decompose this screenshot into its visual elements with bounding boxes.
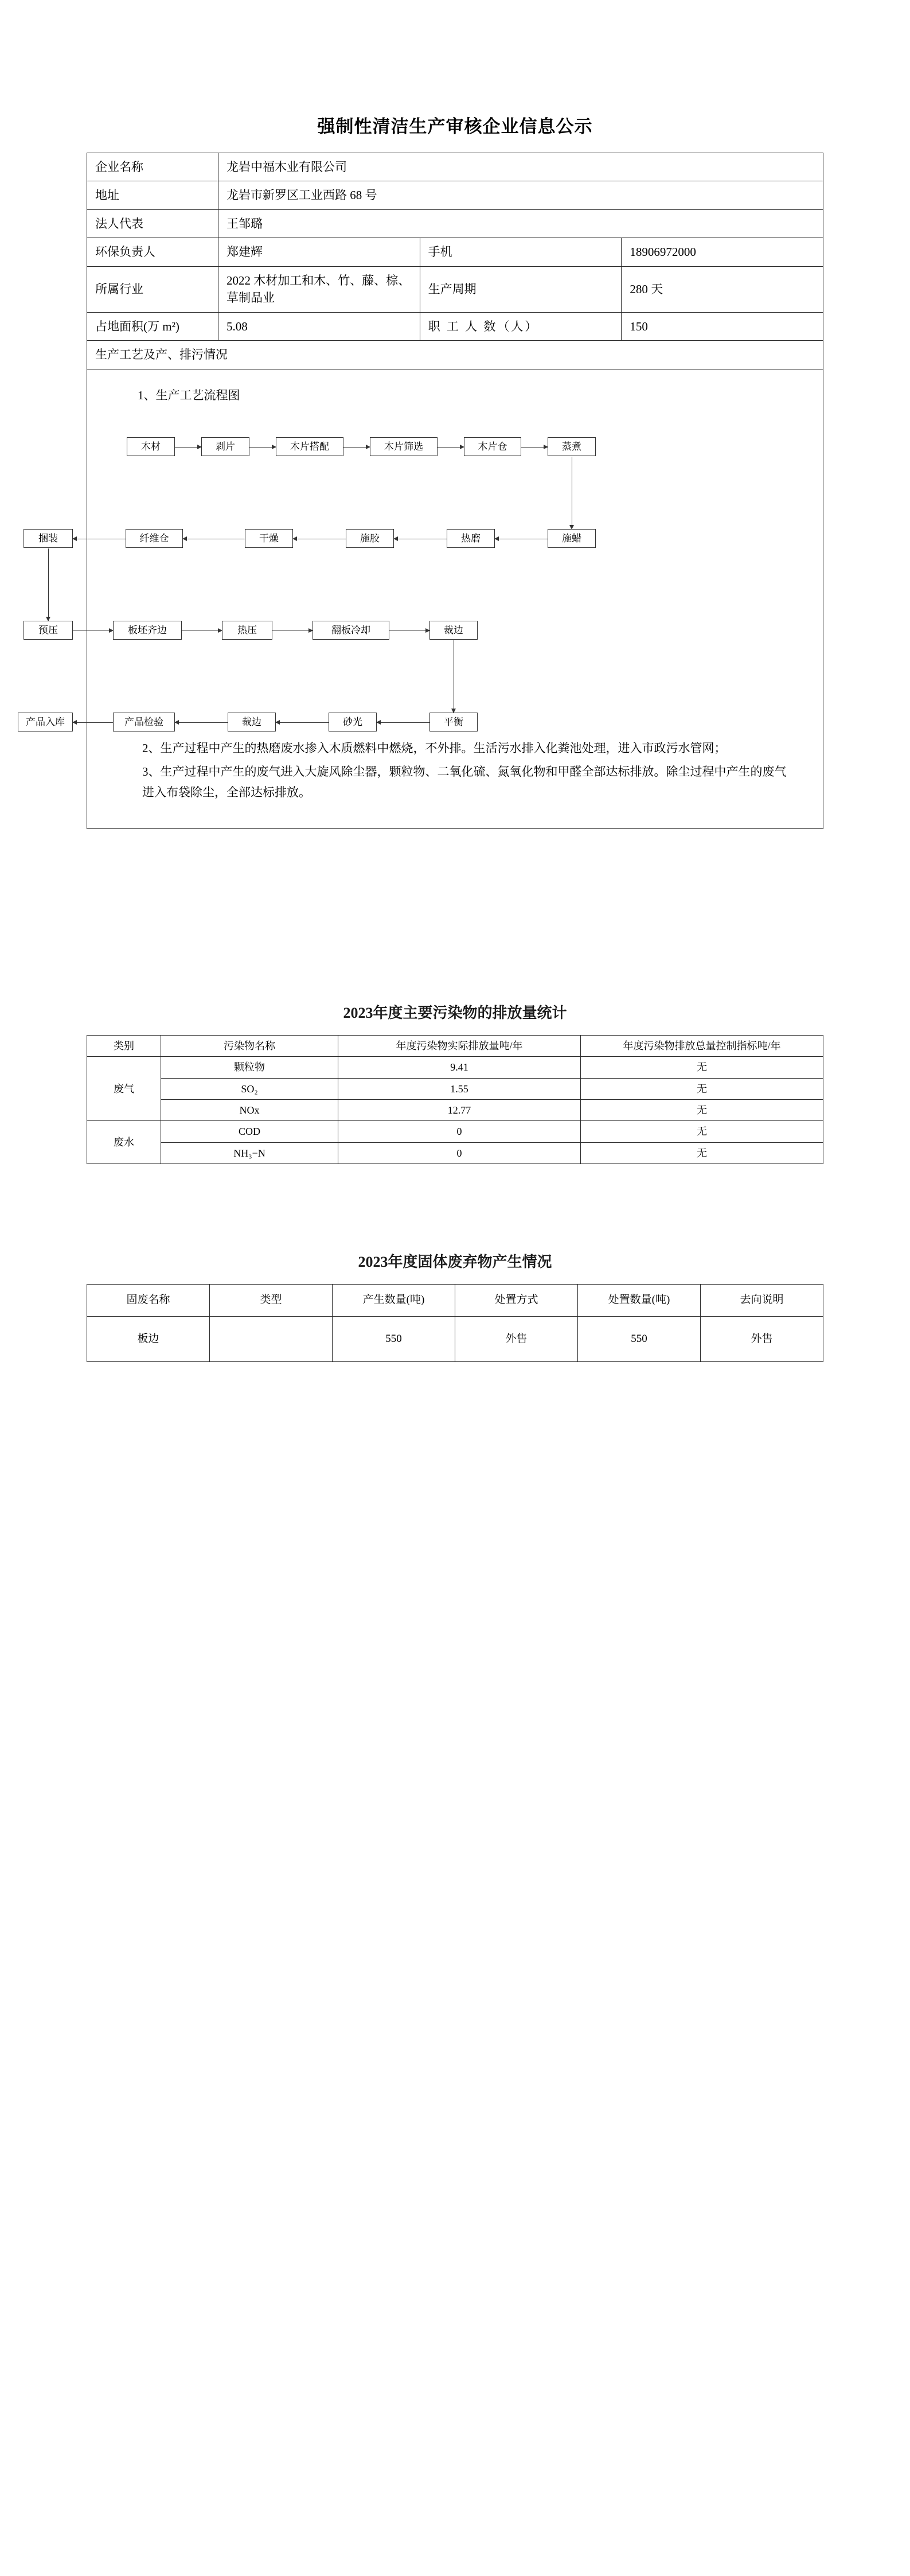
col-emission-limit: 年度污染物排放总量控制指标吨/年 [581,1036,823,1057]
process-flow-diagram [26,414,800,736]
col-actual-emission: 年度污染物实际排放量吨/年 [338,1036,581,1057]
cell-category-waste-gas: 废气 [87,1057,161,1121]
table-row [87,209,823,238]
company-name-label: 企业名称 [87,153,218,181]
table-header-row [87,1036,823,1057]
table-row [87,1316,823,1362]
flow-diagram-title: 1、生产工艺流程图 [138,388,240,402]
flow-node-flip-cool: 翻板冷却 [313,621,389,640]
flow-node-prepress: 预压 [24,621,73,640]
env-officer-label: 环保负责人 [87,238,218,266]
table-row [87,1078,823,1099]
col-waste-type: 类型 [210,1284,333,1316]
cell-generated-amount: 550 [333,1316,455,1362]
address-label: 地址 [87,181,218,209]
table-row [87,341,823,369]
flow-arrow [175,447,201,448]
process-notes [108,738,802,814]
table-row [87,266,823,312]
col-generated-amount: 产生数量(吨) [333,1284,455,1316]
process-content-cell [26,369,823,829]
table-row [87,238,823,266]
flow-node-hotpress: 热压 [222,621,272,640]
flow-node-warehouse: 产品入库 [18,713,73,731]
flow-node-chip-screen: 木片筛选 [370,437,438,456]
pollutant-section [0,1001,910,1164]
flow-node-chip-blend: 木片搭配 [276,437,343,456]
legal-rep-label: 法人代表 [87,209,218,238]
pollutant-table [87,1035,823,1164]
staff-count-label: 职 工 人 数（人） [420,312,622,340]
flow-node-cooking: 蒸煮 [548,437,596,456]
cell-disposal-method: 外售 [455,1316,578,1362]
production-cycle-value: 280 天 [622,266,823,312]
flow-node-trim2: 裁边 [228,713,276,731]
flow-node-chipping: 剥片 [201,437,249,456]
cell-limit: 无 [581,1057,823,1078]
cell-actual: 12.77 [338,1100,581,1121]
flow-node-gluing: 施胶 [346,529,394,548]
flow-arrow [249,447,276,448]
table-row [87,369,823,829]
mobile-value: 18906972000 [622,238,823,266]
process-note-2: 2、生产过程中产生的热磨废水掺入木质燃料中燃烧，不外排。生活污水排入化粪池处理，进入市政污水管网； [142,741,727,755]
enterprise-info-table [26,153,823,829]
staff-count-value: 150 [622,312,823,340]
land-area-value: 5.08 [218,312,420,340]
col-destination: 去向说明 [701,1284,823,1316]
cell-pollutant-name: 颗粒物 [161,1057,338,1078]
flow-node-chip-silo: 木片仓 [464,437,521,456]
col-disposal-method: 处置方式 [455,1284,578,1316]
env-officer-value: 郑建辉 [218,238,420,266]
flow-arrow [377,722,429,723]
cell-pollutant-name: COD [161,1121,338,1142]
cell-waste-name: 板边 [87,1316,210,1362]
cell-actual: 1.55 [338,1078,581,1099]
table-row [87,1121,823,1142]
flow-node-sanding: 砂光 [329,713,377,731]
flow-arrow [343,447,370,448]
solid-waste-section-title: 2023年度固体废弃物产生情况 [358,1253,552,1270]
flow-node-bundling: 捆装 [24,529,73,548]
legal-rep-value: 王邹璐 [218,209,823,238]
cell-pollutant-name: SO₂ [161,1078,338,1099]
col-waste-name: 固废名称 [87,1284,210,1316]
cell-category-waste-water: 废水 [87,1121,161,1164]
table-row [87,1057,823,1078]
company-name-value: 龙岩中福木业有限公司 [218,153,823,181]
cell-limit: 无 [581,1121,823,1142]
process-section-header: 生产工艺及产、排污情况 [87,341,823,369]
table-row [87,1142,823,1164]
cell-actual: 0 [338,1121,581,1142]
flow-node-waxing: 施蜡 [548,529,596,548]
enterprise-info-section [26,153,823,829]
cell-actual: 9.41 [338,1057,581,1078]
flow-node-trim: 裁边 [429,621,478,640]
col-category: 类别 [87,1036,161,1057]
flow-arrow [521,447,548,448]
flow-node-fiber-silo: 纤维仓 [126,529,183,548]
mobile-label: 手机 [420,238,622,266]
cell-pollutant-name: NH₃−N [161,1142,338,1164]
flow-node-refining: 热磨 [447,529,495,548]
cell-destination: 外售 [701,1316,823,1362]
flow-node-drying: 干燥 [245,529,293,548]
table-row [87,312,823,340]
flow-node-balance: 平衡 [429,713,478,731]
cell-waste-type [210,1316,333,1362]
flow-arrow [73,722,113,723]
pollutant-section-title: 2023年度主要污染物的排放量统计 [343,1005,567,1022]
cell-disposed-amount: 550 [578,1316,701,1362]
address-value: 龙岩市新罗区工业西路 68 号 [218,181,823,209]
flow-node-mat-trim: 板坯齐边 [113,621,182,640]
cell-pollutant-name: NOx [161,1100,338,1121]
solid-waste-section [0,1250,910,1362]
flow-node-wood: 木材 [127,437,175,456]
col-pollutant-name: 污染物名称 [161,1036,338,1057]
cell-limit: 无 [581,1142,823,1164]
flow-arrow [276,722,329,723]
industry-label: 所属行业 [87,266,218,312]
industry-value: 2022 木材加工和木、竹、藤、棕、草制品业 [218,266,420,312]
flow-arrow [175,722,228,723]
process-inner [26,369,823,829]
col-disposed-amount: 处置数量(吨) [578,1284,701,1316]
solid-waste-table [87,1284,823,1362]
land-area-label: 占地面积(万 m²) [87,312,218,340]
table-header-row [87,1284,823,1316]
cell-limit: 无 [581,1078,823,1099]
table-row [87,181,823,209]
page-title: 强制性清洁生产审核企业信息公示 [317,116,593,137]
cell-actual: 0 [338,1142,581,1164]
flow-arrow [438,447,464,448]
flow-arrow [48,548,49,621]
table-row [87,153,823,181]
table-row [87,1100,823,1121]
process-note-3: 3、生产过程中产生的废气进入大旋风除尘器，颗粒物、二氧化硫、氮氧化物和甲醛全部达标排放。除尘过程中产生的废气进入布袋除尘，全部达标排放。 [142,764,787,800]
cell-limit: 无 [581,1100,823,1121]
production-cycle-label: 生产周期 [420,266,622,312]
flow-node-inspection: 产品检验 [113,713,175,731]
